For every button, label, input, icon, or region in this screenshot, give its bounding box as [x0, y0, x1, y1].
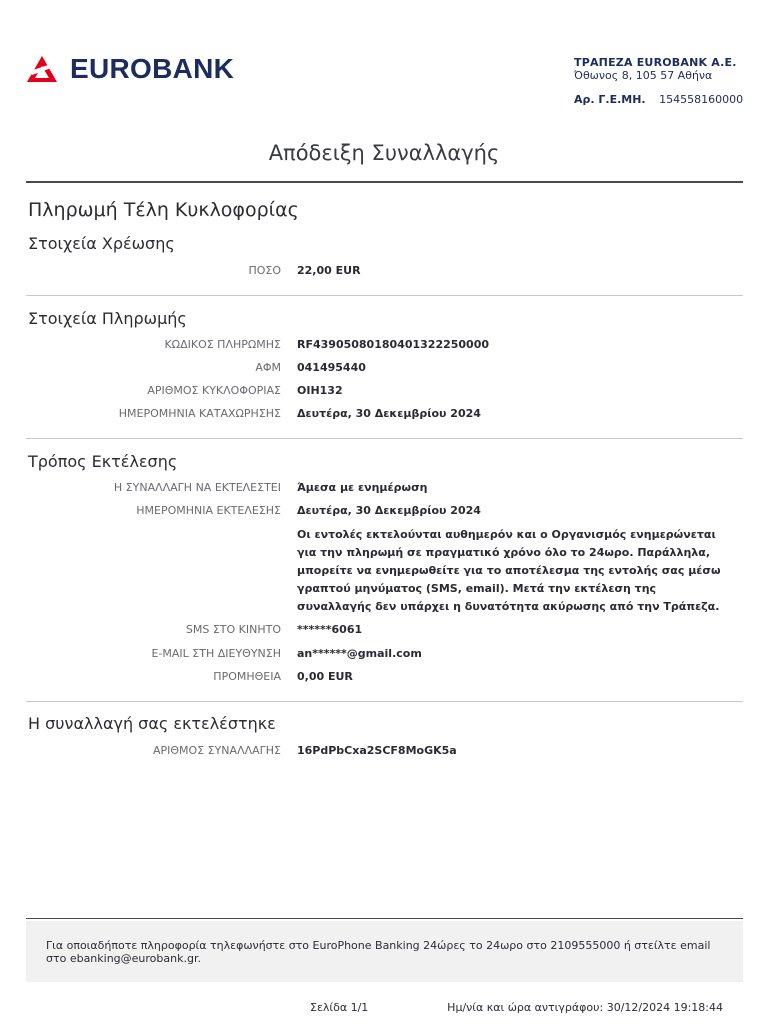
email-label: E-MAIL ΣΤΗ ΔΙΕΥΘΥΝΣΗ [151, 647, 281, 660]
sms-label: SMS ΣΤΟ ΚΙΝΗΤΟ [185, 623, 281, 636]
brand-name: EUROBANK [70, 53, 235, 84]
registration-date-label: ΗΜΕΡΟΜΗΝΙΑ ΚΑΤΑΧΩΡΗΣΗΣ [118, 407, 281, 420]
fee-label: ΠΡΟΜΗΘΕΙΑ [213, 670, 281, 683]
gemi-value: 154558160000 [659, 93, 744, 106]
transaction-type-heading: Πληρωμή Τέλη Κυκλοφορίας [28, 199, 299, 221]
transaction-number-value: 16PdPbCxa2SCF8MoGK5a [297, 744, 457, 757]
footer-info-text: Για οποιαδήποτε πληροφορία τηλεφωνήστε στο EuroPhone Banking 24ώρες το 24ωρο στο 2109555000 ή στείλτε email στο ebanking@eurobank.gr. [46, 939, 711, 965]
payment-section-heading: Στοιχεία Πληρωμής [28, 309, 187, 328]
footer-info-box [26, 921, 743, 982]
email-value: an******@gmail.com [297, 647, 422, 660]
company-address: Όθωνος 8, 105 57 Αθήνα [574, 69, 713, 82]
payment-code-label: ΚΩΔΙΚΟΣ ΠΛΗΡΩΜΗΣ [164, 338, 281, 351]
execution-date-label: ΗΜΕΡΟΜΗΝΙΑ ΕΚΤΕΛΕΣΗΣ [136, 504, 281, 517]
company-name: ΤΡΑΠΕΖΑ EUROBANK A.E. [574, 56, 737, 69]
section-divider [26, 438, 743, 439]
company-info [574, 56, 754, 106]
eurobank-logo-icon [26, 55, 58, 83]
charge-section-heading: Στοιχεία Χρέωσης [28, 234, 175, 253]
document-title: Απόδειξη Συναλλαγής [268, 141, 500, 165]
sms-value: ******6061 [297, 623, 363, 636]
eurobank-logo [26, 55, 234, 83]
plate-value: ΟΙΗ132 [297, 384, 343, 397]
fee-value: 0,00 EUR [297, 670, 353, 683]
payment-code-value: RF43905080180401322250000 [297, 338, 490, 351]
execution-mode-label: Η ΣΥΝΑΛΛΑΓΗ ΝΑ ΕΚΤΕΛΕΣΤΕΙ [113, 481, 281, 494]
title-divider [26, 181, 743, 183]
result-section-heading: Η συναλλαγή σας εκτελέστηκε [28, 714, 276, 733]
gemi-number [574, 93, 754, 106]
gemi-label: Αρ. Γ.Ε.ΜΗ. [574, 93, 646, 106]
execution-mode-value: Άμεσα με ενημέρωση [297, 481, 428, 494]
afm-value: 041495440 [297, 361, 366, 374]
section-divider [26, 701, 743, 702]
transaction-number-label: ΑΡΙΘΜΟΣ ΣΥΝΑΛΛΑΓΗΣ [152, 744, 281, 757]
copy-timestamp: Ημ/νία και ώρα αντιγράφου: 30/12/2024 19:18:44 [447, 1001, 723, 1014]
execution-date-value: Δευτέρα, 30 Δεκεμβρίου 2024 [297, 504, 481, 517]
footer-divider [26, 918, 743, 919]
page-number: Σελίδα 1/1 [310, 1001, 369, 1014]
section-divider [26, 295, 743, 296]
registration-date-value: Δευτέρα, 30 Δεκεμβρίου 2024 [297, 407, 481, 420]
plate-label: ΑΡΙΘΜΟΣ ΚΥΚΛΟΦΟΡΙΑΣ [147, 384, 281, 397]
execution-note: Οι εντολές εκτελούνται αυθημερόν και ο Οργανισμός ενημερώνεται για την πληρωμή σε πραγματικό χρόνο όλο το 24ωρο. Παράλληλα, μπορείτε να ενημερωθείτε για το αποτέλεσμα της εντολής σας μέσω γραπτού μηνύματος (SMS, email). Μετά την εκτέλεση της συναλλαγής δεν υπάρχει η δυνατότητα ακύρωσης από την Τράπεζα. [297, 528, 721, 613]
amount-label: ΠΟΣΟ [248, 264, 281, 277]
amount-value: 22,00 EUR [297, 264, 361, 277]
execution-section-heading: Τρόπος Εκτέλεσης [28, 452, 178, 471]
afm-label: ΑΦΜ [255, 361, 281, 374]
